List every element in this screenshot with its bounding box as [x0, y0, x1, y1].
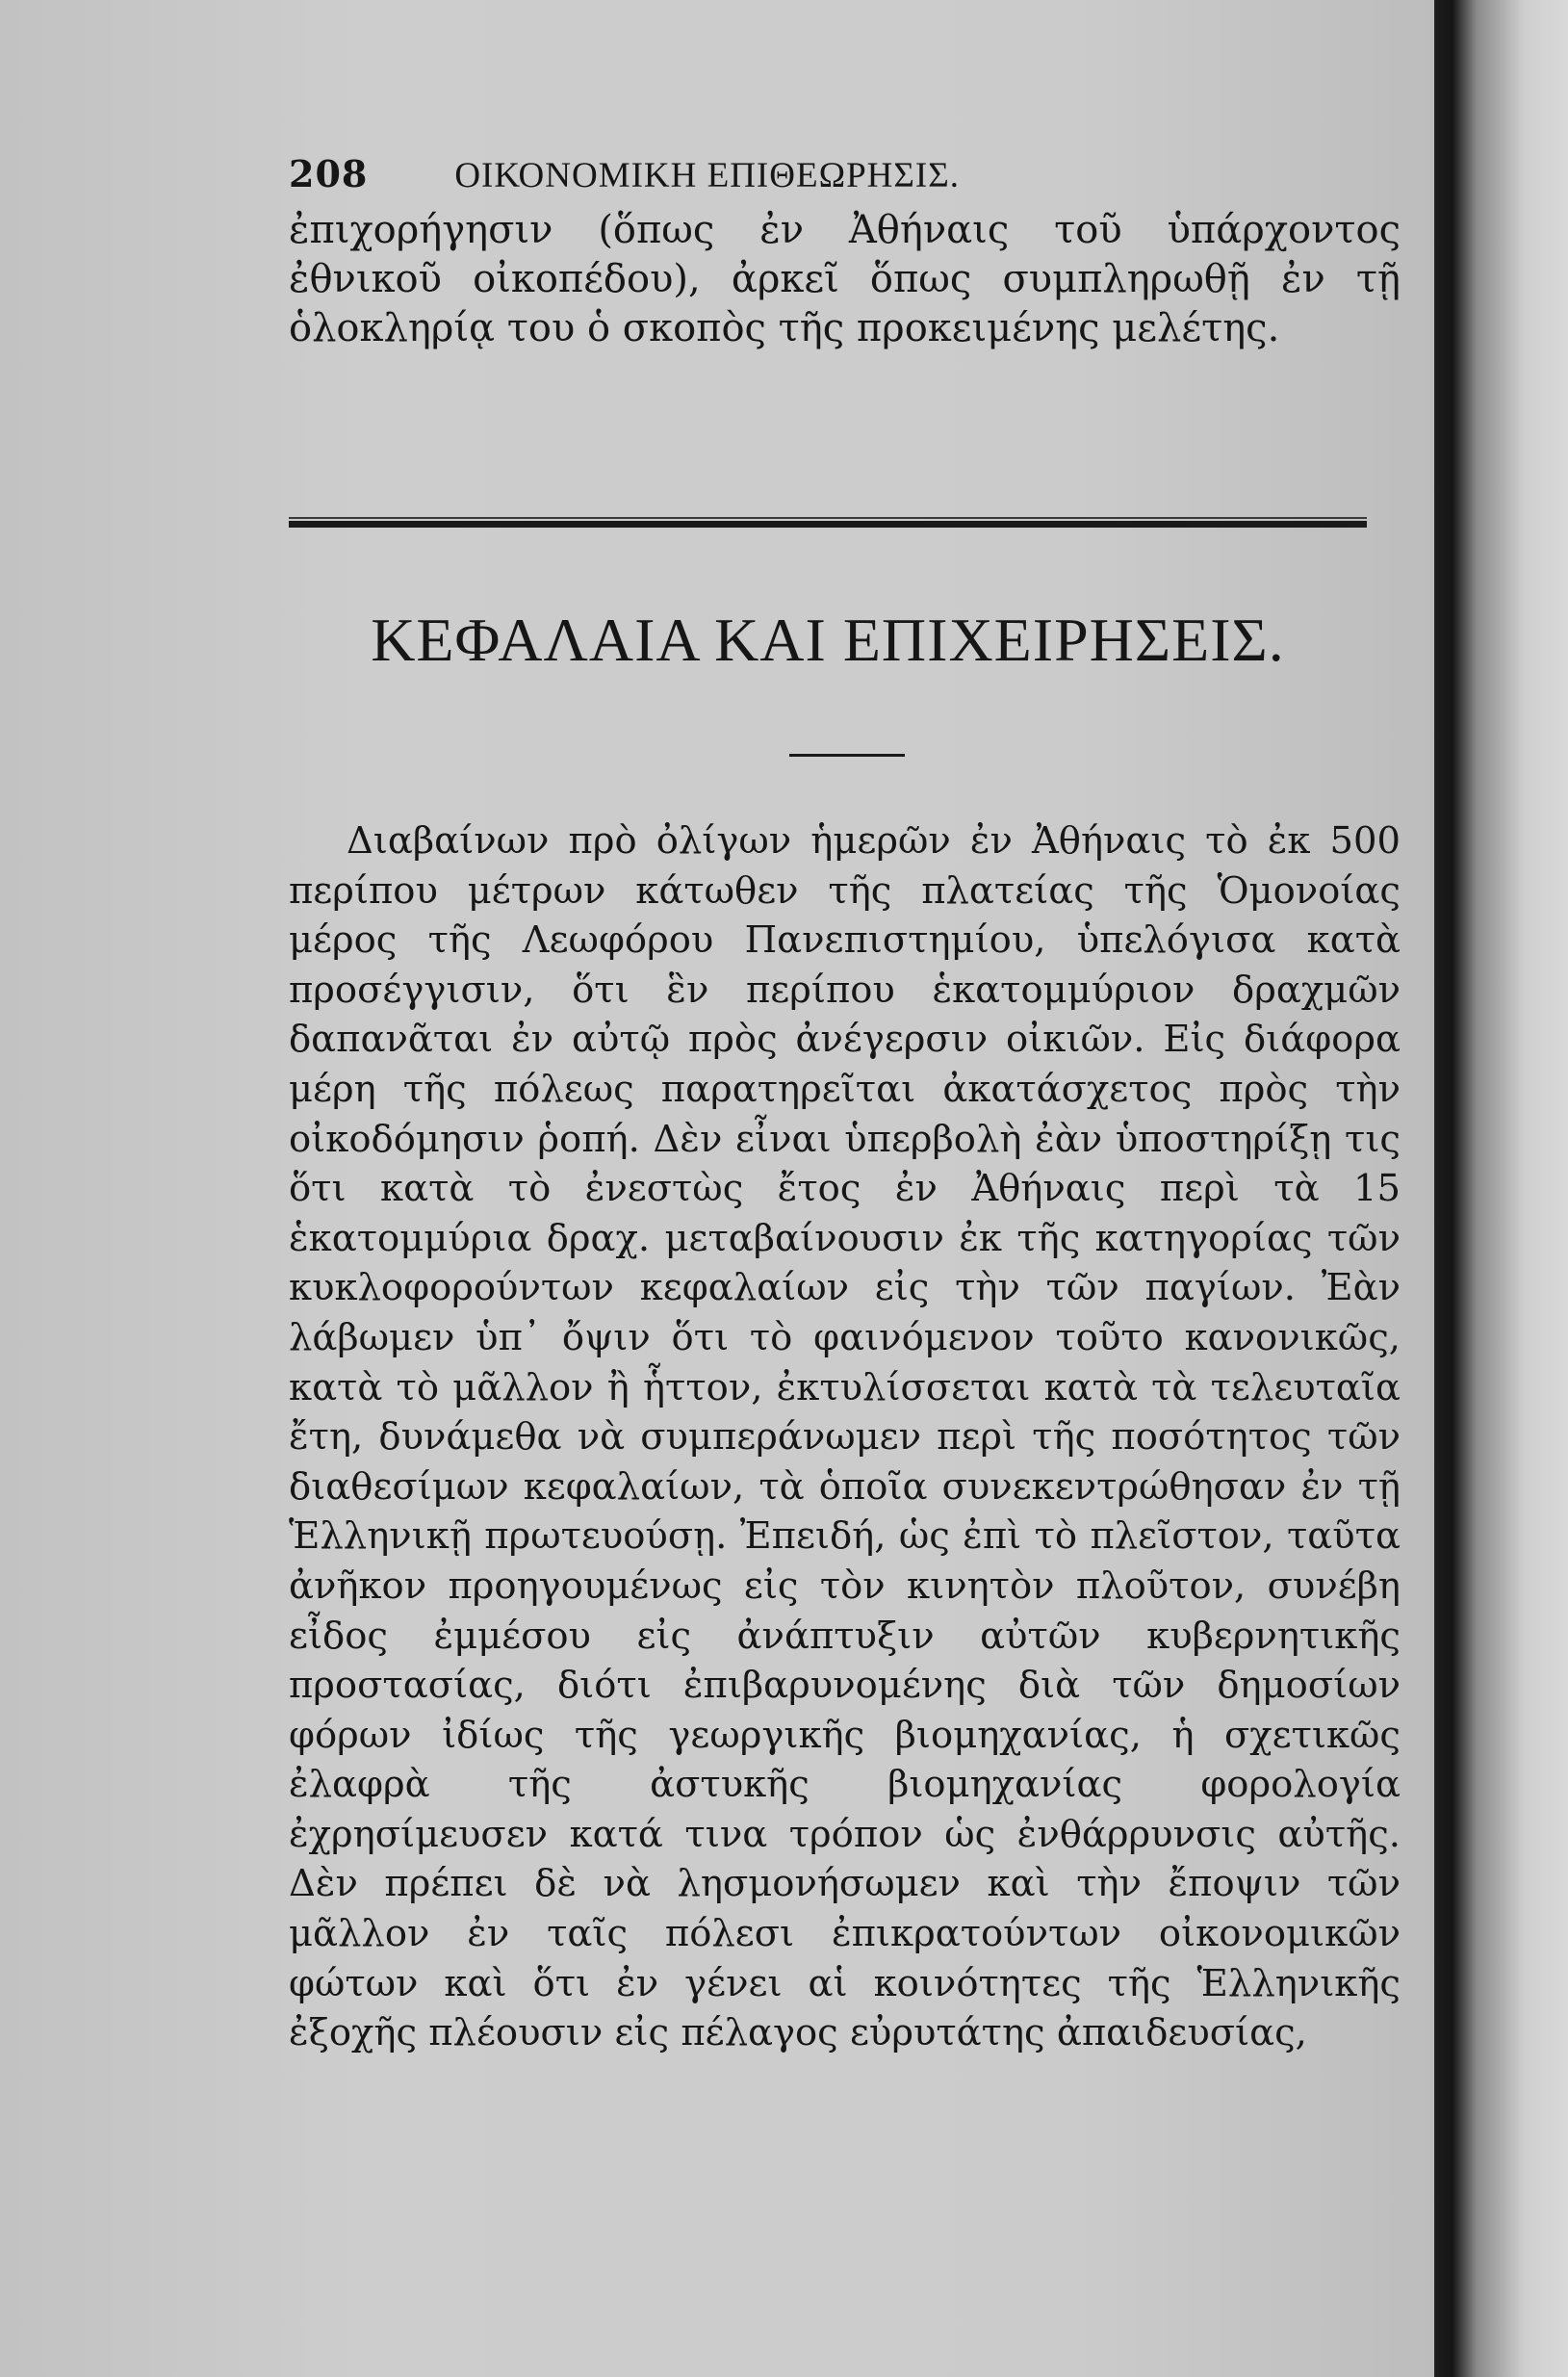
carryover-text: ἐπιχορήγησιν (ὅπως ἐν Ἀθήναις τοῦ ὑπάρχοντος ἐθνικοῦ οἰκοπέδου), ἀρκεῖ ὅπως συμπληρωθῇ ἐν τῇ ὁλοκληρίᾳ του ὁ σκοπὸς τῆς προκειμένης μελέτης.	[289, 208, 1401, 350]
book-spine	[1419, 0, 1568, 2377]
page-header	[289, 152, 1401, 206]
page-content	[289, 152, 1401, 2055]
section-title: ΚΕΦΑΛΑΙΑ ΚΑΙ ΕΠΙΧΕΙΡΗΣΕΙΣ.	[371, 606, 1285, 674]
page-number: 208	[289, 152, 369, 195]
title-underline-rule	[789, 754, 905, 757]
section-rule-thick	[289, 521, 1367, 528]
running-title: ΟΙΚΟΝΟΜΙΚΗ ΕΠΙΘΕΩΡΗΣΙΣ.	[454, 156, 961, 195]
section-body	[289, 816, 1401, 2058]
body-paragraph: Διαβαίνων πρὸ ὀλίγων ἡμερῶν ἐν Ἀθήναις τὸ ἐκ 500 περίπου μέτρων κάτωθεν τῆς πλατείας τῆς Ὁμονοίας μέρος τῆς Λεωφόρου Πανεπιστημίου, ὑπελόγισα κατὰ προσέγγισιν, ὅτι ἓν περίπου ἑκατομμύριον δραχμῶν δαπανᾶται ἐν αὐτῷ πρὸς ἀνέγερσιν οἰκιῶν. Εἰς διάφορα μέρη τῆς πόλεως παρατηρεῖται ἀκατάσχετος πρὸς τὴν οἰκοδόμησιν ῥοπή. Δὲν εἶναι ὑπερβολὴ ἐὰν ὑποστηρίξῃ τις ὅτι κατὰ τὸ ἐνεστὼς ἔτος ἐν Ἀθήναις περὶ τὰ 15 ἑκατομμύρια δραχ. μεταβαίνουσιν ἐκ τῆς κατηγορίας τῶν κυκλοφορούντων κεφαλαίων εἰς τὴν τῶν παγίων. Ἐὰν λάβωμεν ὑπ᾽ ὄψιν ὅτι τὸ φαινόμενον τοῦτο κανονικῶς, κατὰ τὸ μᾶλλον ἢ ἧττον, ἐκτυλίσσεται κατὰ τὰ τελευταῖα ἔτη, δυνάμεθα νὰ συμπεράνωμεν περὶ τῆς ποσότητος τῶν διαθεσίμων κεφαλαίων, τὰ ὁποῖα συνεκεντρώθησαν ἐν τῇ Ἑλληνικῇ πρωτευούσῃ. Ἐπειδή, ὡς ἐπὶ τὸ πλεῖστον, ταῦτα ἀνῆκον προηγουμένως εἰς τὸν κινητὸν πλοῦτον, συνέβη εἶδος ἐμμέσου εἰς ἀνάπτυξιν αὐτῶν κυβερνητικῆς προστασίας, διότι ἐπιβαρυνομένης διὰ τῶν δημοσίων φόρων ἰδίως τῆς γεωργικῆς βιομηχανίας, ἡ σχετικῶς ἐλαφρὰ τῆς ἀστυκῆς βιομηχανίας φορολογία ἐχρησίμευσεν κατά τινα τρόπον ὡς ἐνθάρρυνσις αὐτῆς. Δὲν πρέπει δὲ νὰ λησμονήσωμεν καὶ τὴν ἔποψιν τῶν μᾶλλον ἐν ταῖς πόλεσι ἐπικρατούντων οἰκονομικῶν φώτων καὶ ὅτι ἐν γένει αἱ κοινότητες τῆς Ἑλληνικῆς ἐξοχῆς πλέουσιν εἰς πέλαγος εὐρυτάτης ἀπαιδευσίας,	[289, 819, 1401, 2055]
section-rule-thin	[289, 517, 1367, 519]
carryover-paragraph	[289, 206, 1401, 353]
